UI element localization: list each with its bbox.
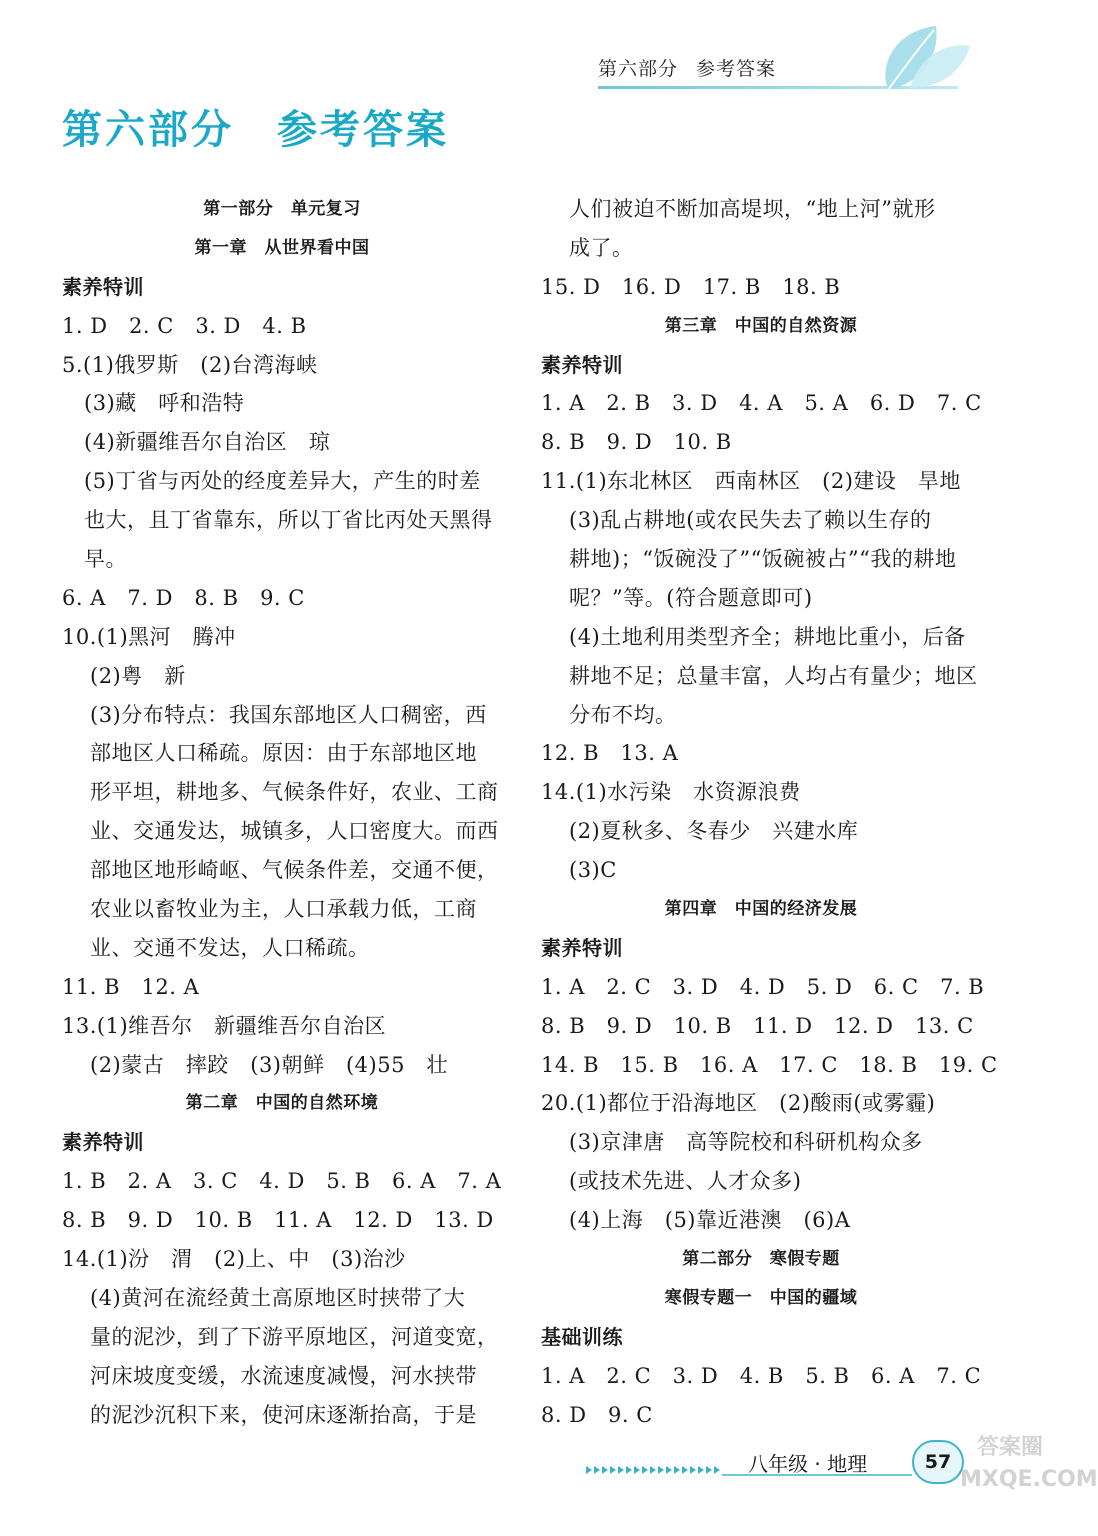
answer-line: (3)C <box>569 858 617 883</box>
section-heading: 第一章 从世界看中国 <box>194 237 370 258</box>
answer-line: 量的泥沙，到了下游平原地区，河道变宽， <box>90 1324 499 1349</box>
running-header <box>598 54 828 84</box>
answer-line: 呢？”等。(符合题意即可) <box>569 585 813 610</box>
watermark-url: MXQE.COM <box>960 1467 1098 1492</box>
page-number: 57 <box>912 1440 964 1484</box>
section-heading: 第二章 中国的自然环境 <box>185 1093 379 1114</box>
section-heading: 第三章 中国的自然资源 <box>664 315 858 336</box>
answer-line: 形平坦，耕地多、气候条件好，农业、工商 <box>90 780 499 805</box>
section-heading: 第二部分 寒假专题 <box>682 1249 840 1270</box>
answer-line: 部地区人口稀疏。原因：由于东部地区地 <box>90 741 477 766</box>
answer-line: 早。 <box>84 547 127 572</box>
answer-line: (4)上海 (5)靠近港澳 (6)A <box>569 1208 851 1233</box>
answer-column-right <box>541 190 998 1435</box>
section-heading: 寒假专题一 中国的疆域 <box>664 1287 858 1308</box>
section-heading: 第一部分 单元复习 <box>203 199 361 219</box>
answer-line: 8. B 9. D 10. B 11. A 12. D 13. D <box>62 1208 494 1233</box>
answer-line: 人们被迫不断加高堤坝，“地上河”就形 <box>569 197 936 221</box>
answer-line: 12. B 13. A <box>541 741 679 766</box>
answer-line: 1. A 2. B 3. D 4. A 5. A 6. D 7. C <box>541 391 982 416</box>
answer-line: 14. B 15. B 16. A 17. C 18. B 19. C <box>541 1052 998 1077</box>
answer-line: 成了。 <box>569 235 634 260</box>
exercise-label: 基础训练 <box>541 1324 623 1349</box>
answer-line: (3)乱占耕地(或农民失去了赖以生存的 <box>569 508 932 533</box>
exercise-label: 素养特训 <box>541 935 623 960</box>
exercise-label: 素养特训 <box>62 274 144 299</box>
answer-line: 也大，且丁省靠东，所以丁省比丙处天黑得 <box>84 508 493 533</box>
answer-line: (3)京津唐 高等院校和科研机构众多 <box>569 1130 923 1155</box>
answer-line: (4)新疆维吾尔自治区 琼 <box>84 430 331 455</box>
answer-line: 10.(1)黑河 腾冲 <box>62 624 236 649</box>
answer-line: 河床坡度变缓，水流速度减慢，河水挟带 <box>90 1363 477 1388</box>
answer-line: 14.(1)汾 渭 (2)上、中 (3)治沙 <box>62 1247 406 1272</box>
answer-line: 耕地不足；总量丰富，人均占有量少；地区 <box>569 663 978 688</box>
answer-line: 耕地)；“饭碗没了”“饭碗被占”“我的耕地 <box>569 547 957 572</box>
answer-line: (3)分布特点：我国东部地区人口稠密，西 <box>90 702 487 727</box>
answer-line: 1. B 2. A 3. C 4. D 5. B 6. A 7. A <box>62 1169 502 1194</box>
answer-column-left <box>62 190 502 1435</box>
section-heading: 第四章 中国的经济发展 <box>664 899 858 920</box>
footer-arrow-dots <box>586 1465 722 1475</box>
answer-line: (或技术先进、人才众多) <box>569 1169 802 1194</box>
header-section: 第六部分 <box>598 58 679 80</box>
exercise-label: 素养特训 <box>541 352 623 377</box>
answer-line: 1. D 2. C 3. D 4. B <box>62 313 307 338</box>
answer-line: (4)黄河在流经黄土高原地区时挟带了大 <box>90 1285 466 1310</box>
leaf-icon <box>848 22 972 92</box>
answer-line: 6. A 7. D 8. B 9. C <box>62 585 305 610</box>
page-title: 第六部分 参考答案 <box>62 107 449 153</box>
answer-line: 5.(1)俄罗斯 (2)台湾海峡 <box>62 352 318 377</box>
answer-line: 14.(1)水污染 水资源浪费 <box>541 780 801 805</box>
answer-line: 8. D 9. C <box>541 1402 653 1427</box>
answer-line: (2)蒙古 摔跤 (3)朝鲜 (4)55 壮 <box>90 1052 448 1077</box>
answer-line: 8. B 9. D 10. B 11. D 12. D 13. C <box>541 1013 974 1038</box>
watermark-text: 答案圈 <box>976 1435 1043 1460</box>
footer-grade-subject: 八年级 · 地理 <box>748 1452 868 1476</box>
answer-line: 8. B 9. D 10. B <box>541 430 732 455</box>
answer-line: 1. A 2. C 3. D 4. B 5. B 6. A 7. C <box>541 1363 982 1388</box>
header-title: 参考答案 <box>696 58 777 80</box>
answer-line: 20.(1)都位于沿海地区 (2)酸雨(或雾霾) <box>541 1091 936 1116</box>
answer-line: (2)夏秋多、冬春少 兴建水库 <box>569 819 859 844</box>
answer-line: 1. A 2. C 3. D 4. D 5. D 6. C 7. B <box>541 974 985 999</box>
answer-line: (3)藏 呼和浩特 <box>84 391 245 416</box>
answer-line: 11. B 12. A <box>62 974 200 999</box>
answer-line: 业、交通不发达，人口稀疏。 <box>90 935 370 960</box>
watermark <box>960 1432 1098 1532</box>
answer-line: (2)粤 新 <box>90 663 186 688</box>
answer-line: 13.(1)维吾尔 新疆维吾尔自治区 <box>62 1013 387 1038</box>
answer-line: 农业以畜牧业为主，人口承载力低，工商 <box>90 897 477 922</box>
answer-line: (4)土地利用类型齐全；耕地比重小，后备 <box>569 624 966 649</box>
answer-line: 部地区地形崎岖、气候条件差，交通不便， <box>90 858 499 883</box>
exercise-label: 素养特训 <box>62 1130 144 1155</box>
answer-line: 15. D 16. D 17. B 18. B <box>541 274 841 299</box>
answer-line: 的泥沙沉积下来，使河床逐渐抬高，于是 <box>90 1402 477 1427</box>
answer-line: 11.(1)东北林区 西南林区 (2)建设 旱地 <box>541 469 961 494</box>
answer-line: 分布不均。 <box>569 702 677 727</box>
answer-line: 业、交通发达，城镇多，人口密度大。而西 <box>90 819 499 844</box>
answer-line: (5)丁省与丙处的经度差异大，产生的时差 <box>84 469 481 494</box>
